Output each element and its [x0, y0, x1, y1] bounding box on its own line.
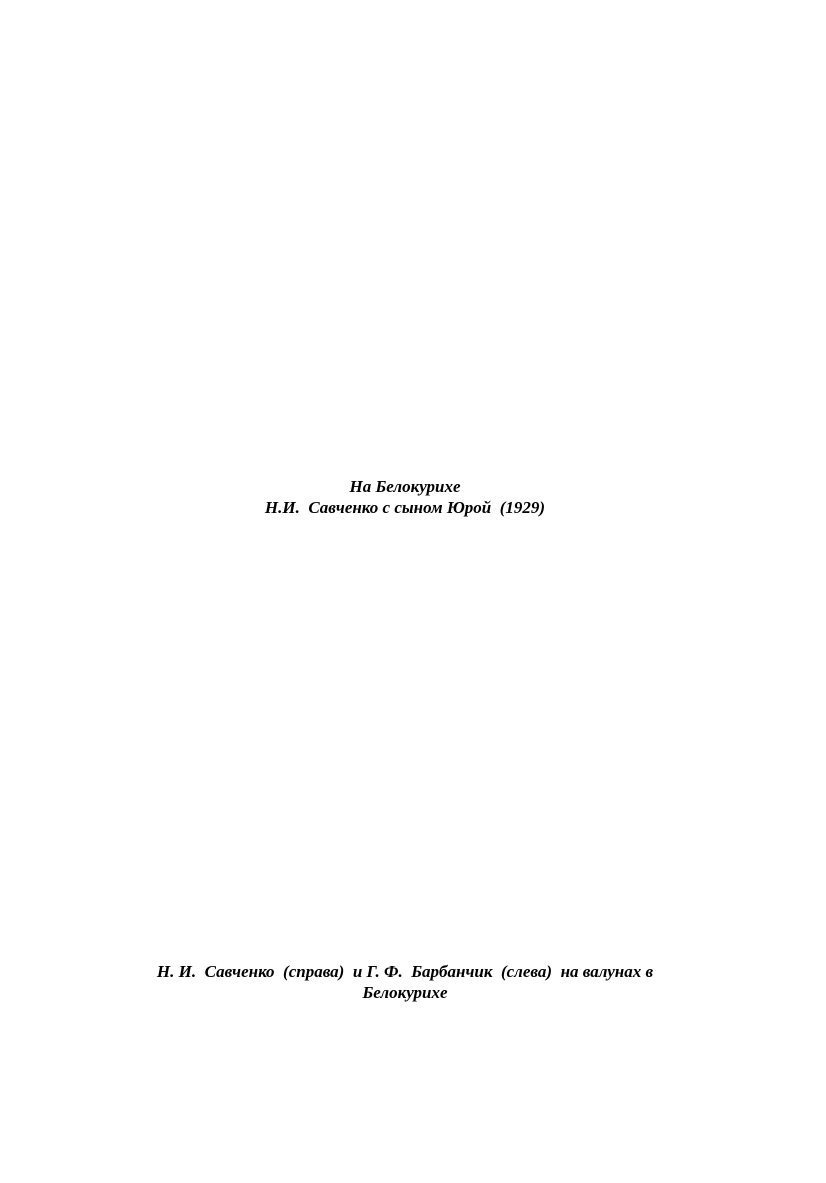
caption-line: Н.И. Савченко с сыном Юрой (1929): [264, 498, 546, 517]
photo-caption-1: [0, 476, 810, 518]
photo-caption-2: [0, 961, 810, 1003]
caption-line: На Белокурихе: [349, 477, 461, 496]
caption-line: Белокурихе: [362, 983, 448, 1002]
caption-line: Н. И. Савченко (справа) и Г. Ф. Барбанчик (слева) на валунах в: [156, 962, 654, 981]
